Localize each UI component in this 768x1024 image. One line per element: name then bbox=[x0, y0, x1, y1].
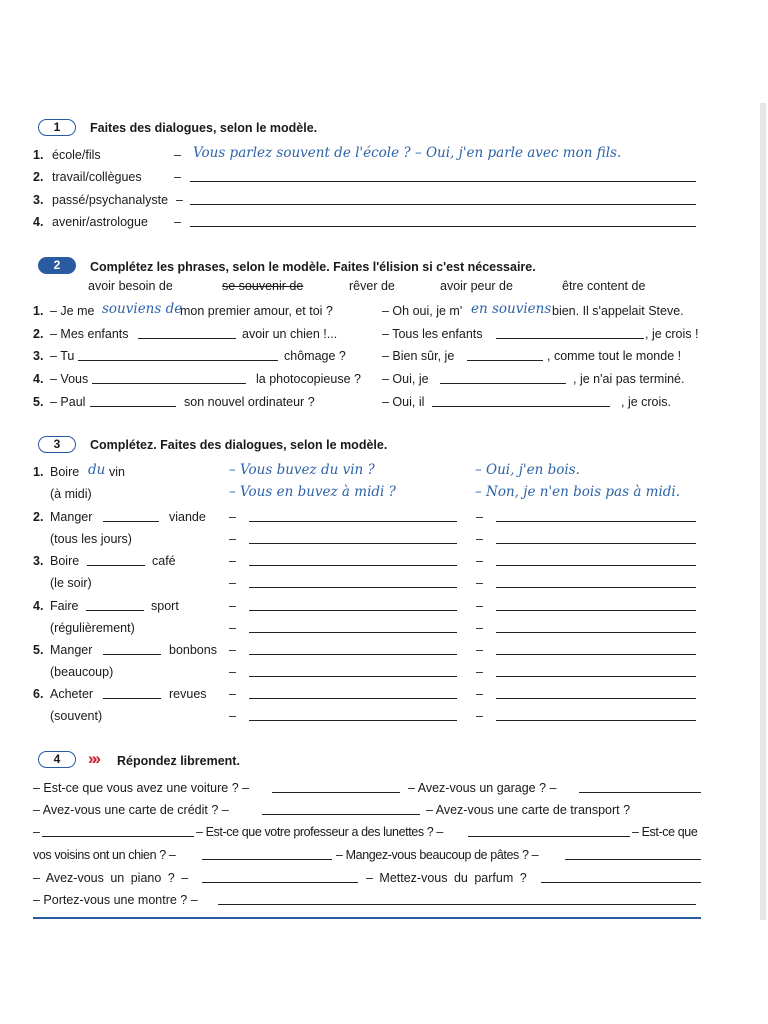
ex3-dash: – bbox=[229, 510, 236, 524]
ex3-verb: Manger bbox=[50, 643, 93, 657]
ex1-item-number: 1. bbox=[33, 148, 44, 162]
ex3-answer-line[interactable] bbox=[496, 565, 696, 566]
ex3-model-answer: – Oui, j'en bois. bbox=[475, 462, 580, 478]
ex3-article-blank[interactable] bbox=[103, 654, 161, 655]
ex3-question-line[interactable] bbox=[249, 720, 457, 721]
ex1-item-number: 2. bbox=[33, 170, 44, 184]
ex4-answer-line[interactable] bbox=[262, 814, 420, 815]
ex3-answer-line[interactable] bbox=[496, 632, 696, 633]
ex2-left-blank[interactable] bbox=[92, 383, 246, 384]
ex3-noun: vin bbox=[109, 465, 125, 479]
ex3-item-number: 4. bbox=[33, 599, 44, 613]
ex2-left-start: – Paul bbox=[50, 395, 86, 409]
ex2-row-number: 3. bbox=[33, 349, 44, 363]
ex2-right-start: – Bien sûr, je bbox=[382, 349, 455, 363]
ex2-right-end: , je crois ! bbox=[645, 327, 699, 341]
ex4-question: – Mettez-vous du parfum ? bbox=[366, 871, 527, 885]
ex2-right-blank[interactable] bbox=[432, 406, 610, 407]
ex2-right-start: – Oh oui, je m' bbox=[382, 304, 463, 318]
ex3-dash: – bbox=[229, 643, 236, 657]
ex2-left-blank[interactable] bbox=[138, 338, 236, 339]
ex2-row-number: 4. bbox=[33, 372, 44, 386]
ex3-noun: sport bbox=[151, 599, 179, 613]
ex2-right-blank[interactable] bbox=[496, 338, 644, 339]
ex4-question: vos voisins ont un chien ? – bbox=[33, 848, 176, 862]
ex3-time-expression: (régulièrement) bbox=[50, 621, 135, 635]
ex2-left-end: mon premier amour, et toi ? bbox=[180, 304, 333, 318]
ex3-verb: Faire bbox=[50, 599, 79, 613]
ex4-answer-line[interactable] bbox=[579, 792, 701, 793]
ex2-left-end: chômage ? bbox=[284, 349, 346, 363]
ex3-time-expression: (beaucoup) bbox=[50, 665, 114, 679]
ex1-dash: – bbox=[174, 215, 181, 229]
ex1-dash: – bbox=[176, 193, 183, 207]
ex3-time-expression: (à midi) bbox=[50, 487, 92, 501]
ex3-question-line[interactable] bbox=[249, 632, 457, 633]
ex3-model-question: – Vous en buvez à midi ? bbox=[229, 484, 396, 500]
ex3-dash: – bbox=[476, 687, 483, 701]
ex2-left-answer: souviens de bbox=[102, 301, 183, 317]
ex3-noun: revues bbox=[169, 687, 207, 701]
ex2-right-end: , je crois. bbox=[621, 395, 672, 409]
ex1-item-prompt: travail/collègues bbox=[52, 170, 142, 184]
ex3-question-line[interactable] bbox=[249, 698, 457, 699]
word-bank-item: rêver de bbox=[349, 279, 395, 293]
ex4-answer-line[interactable] bbox=[42, 836, 194, 837]
ex2-left-start: – Je me bbox=[50, 304, 95, 318]
ex3-dash: – bbox=[229, 687, 236, 701]
ex4-question: – Avez-vous un piano ? – bbox=[33, 871, 189, 885]
ex2-right-end: bien. Il s'appelait Steve. bbox=[552, 304, 684, 318]
ex3-question-line[interactable] bbox=[249, 587, 457, 588]
ex4-question: – Avez-vous une carte de transport ? bbox=[426, 803, 631, 817]
ex1-dash: – bbox=[174, 148, 181, 162]
ex2-left-start: – Vous bbox=[50, 372, 89, 386]
ex3-dash: – bbox=[229, 621, 236, 635]
ex1-dash: – bbox=[174, 170, 181, 184]
ex4-question: – Avez-vous une carte de crédit ? – bbox=[33, 803, 229, 817]
ex4-dash: – bbox=[33, 825, 40, 839]
ex2-row-number: 2. bbox=[33, 327, 44, 341]
ex3-question-line[interactable] bbox=[249, 543, 457, 544]
ex4-question: – Est-ce que votre professeur a des lunettes ? – bbox=[196, 825, 443, 839]
ex1-item-prompt: passé/psychanalyste bbox=[52, 193, 169, 207]
ex4-answer-line[interactable] bbox=[202, 882, 358, 883]
ex2-right-blank[interactable] bbox=[467, 360, 543, 361]
ex2-left-start: – Mes enfants bbox=[50, 327, 129, 341]
ex3-answer-line[interactable] bbox=[496, 676, 696, 677]
ex1-item-number: 4. bbox=[33, 215, 44, 229]
ex3-verb: Boire bbox=[50, 465, 80, 479]
ex3-question-line[interactable] bbox=[249, 676, 457, 677]
ex4-answer-line[interactable] bbox=[202, 859, 332, 860]
page-edge-bar bbox=[760, 103, 766, 920]
exercise-4-title: Répondez librement. bbox=[117, 754, 240, 768]
ex3-model-answer: – Non, je n'en bois pas à midi. bbox=[475, 484, 681, 500]
ex1-answer-line[interactable] bbox=[190, 226, 696, 227]
ex3-answer-line[interactable] bbox=[496, 654, 696, 655]
ex1-answer-line[interactable] bbox=[190, 181, 696, 182]
ex3-time-expression: (tous les jours) bbox=[50, 532, 132, 546]
ex2-left-blank[interactable] bbox=[78, 360, 278, 361]
ex3-article-blank[interactable] bbox=[87, 565, 145, 566]
ex3-noun: viande bbox=[169, 510, 206, 524]
ex3-item-number: 1. bbox=[33, 465, 44, 479]
ex3-dash: – bbox=[229, 554, 236, 568]
exercise-1-title: Faites des dialogues, selon le modèle. bbox=[90, 121, 318, 135]
ex1-item-prompt: école/fils bbox=[52, 148, 101, 162]
double-chevron-icon: »» bbox=[88, 749, 95, 768]
ex2-row-number: 1. bbox=[33, 304, 44, 318]
ex3-item-number: 3. bbox=[33, 554, 44, 568]
ex3-verb: Manger bbox=[50, 510, 93, 524]
ex2-right-end: , comme tout le monde ! bbox=[547, 349, 682, 363]
ex2-right-start: – Oui, il bbox=[382, 395, 425, 409]
ex2-left-blank[interactable] bbox=[90, 406, 176, 407]
ex3-question-line[interactable] bbox=[249, 565, 457, 566]
ex3-dash: – bbox=[229, 532, 236, 546]
ex2-right-blank[interactable] bbox=[440, 383, 566, 384]
ex3-question-line[interactable] bbox=[249, 654, 457, 655]
ex3-item-number: 6. bbox=[33, 687, 44, 701]
ex3-dash: – bbox=[476, 643, 483, 657]
exercise-4-badge: 4 bbox=[38, 751, 76, 768]
ex4-answer-line[interactable] bbox=[541, 882, 701, 883]
ex4-question: – Mangez-vous beaucoup de pâtes ? – bbox=[336, 848, 539, 862]
ex3-noun: café bbox=[152, 554, 176, 568]
ex1-answer-line[interactable] bbox=[190, 204, 696, 205]
ex3-dash: – bbox=[476, 576, 483, 590]
ex2-right-start: – Oui, je bbox=[382, 372, 429, 386]
ex3-question-line[interactable] bbox=[249, 521, 457, 522]
exercise-1-badge: 1 bbox=[38, 119, 76, 136]
ex2-right-end: , je n'ai pas terminé. bbox=[573, 372, 685, 386]
ex2-row-number: 5. bbox=[33, 395, 44, 409]
ex3-dash: – bbox=[229, 665, 236, 679]
ex2-left-start: – Tu bbox=[50, 349, 75, 363]
ex3-question-line[interactable] bbox=[249, 610, 457, 611]
ex2-left-end: son nouvel ordinateur ? bbox=[184, 395, 315, 409]
exercise-2-badge: 2 bbox=[38, 257, 76, 274]
ex3-dash: – bbox=[229, 709, 236, 723]
exercise-3-title: Complétez. Faites des dialogues, selon le modèle. bbox=[90, 438, 388, 452]
ex3-answer-line[interactable] bbox=[496, 587, 696, 588]
ex4-question: – Est-ce que vous avez une voiture ? – bbox=[33, 781, 250, 795]
ex3-dash: – bbox=[476, 510, 483, 524]
ex3-answer-line[interactable] bbox=[496, 720, 696, 721]
ex3-dash: – bbox=[476, 532, 483, 546]
word-bank-item: être content de bbox=[562, 279, 646, 293]
ex4-question: – Est-ce que bbox=[632, 825, 698, 839]
ex3-noun: bonbons bbox=[169, 643, 217, 657]
ex4-answer-line[interactable] bbox=[565, 859, 701, 860]
ex3-answer-line[interactable] bbox=[496, 698, 696, 699]
ex3-dash: – bbox=[476, 599, 483, 613]
ex3-answer-line[interactable] bbox=[496, 610, 696, 611]
ex3-time-expression: (le soir) bbox=[50, 576, 92, 590]
ex3-verb: Boire bbox=[50, 554, 80, 568]
ex3-verb: Acheter bbox=[50, 687, 94, 701]
ex2-right-answer: en souviens bbox=[471, 301, 552, 317]
word-bank-item: avoir besoin de bbox=[88, 279, 173, 293]
word-bank-item-used: se souvenir de bbox=[222, 279, 304, 293]
ex3-item-number: 5. bbox=[33, 643, 44, 657]
ex4-question: – Portez-vous une montre ? – bbox=[33, 893, 198, 907]
bottom-divider bbox=[33, 917, 701, 919]
ex1-item-number: 3. bbox=[33, 193, 44, 207]
ex3-dash: – bbox=[476, 621, 483, 635]
ex3-answer-line[interactable] bbox=[496, 521, 696, 522]
ex3-article-blank[interactable] bbox=[103, 521, 159, 522]
ex1-item-prompt: avenir/astrologue bbox=[52, 215, 148, 229]
ex3-model-question: – Vous buvez du vin ? bbox=[229, 462, 375, 478]
ex1-model-answer: Vous parlez souvent de l'école ? – Oui, j'en parle avec mon fils. bbox=[193, 145, 622, 161]
ex3-dash: – bbox=[476, 709, 483, 723]
ex3-dash: – bbox=[476, 554, 483, 568]
ex3-item-number: 2. bbox=[33, 510, 44, 524]
ex3-dash: – bbox=[229, 599, 236, 613]
ex3-article-answer: du bbox=[88, 462, 106, 478]
exercise-3-badge: 3 bbox=[38, 436, 76, 453]
ex4-answer-line[interactable] bbox=[468, 836, 630, 837]
ex3-dash: – bbox=[476, 665, 483, 679]
ex4-answer-line[interactable] bbox=[272, 792, 400, 793]
ex3-dash: – bbox=[229, 576, 236, 590]
ex3-answer-line[interactable] bbox=[496, 543, 696, 544]
ex3-article-blank[interactable] bbox=[103, 698, 161, 699]
exercise-2-title: Complétez les phrases, selon le modèle. Faites l'élision si c'est nécessaire. bbox=[90, 260, 536, 274]
ex2-right-start: – Tous les enfants bbox=[382, 327, 483, 341]
word-bank-item: avoir peur de bbox=[440, 279, 513, 293]
ex3-article-blank[interactable] bbox=[86, 610, 144, 611]
ex2-left-end: la photocopieuse ? bbox=[256, 372, 361, 386]
ex2-left-end: avoir un chien !... bbox=[242, 327, 338, 341]
ex4-question: – Avez-vous un garage ? – bbox=[408, 781, 557, 795]
ex3-time-expression: (souvent) bbox=[50, 709, 103, 723]
ex4-answer-line[interactable] bbox=[218, 904, 696, 905]
